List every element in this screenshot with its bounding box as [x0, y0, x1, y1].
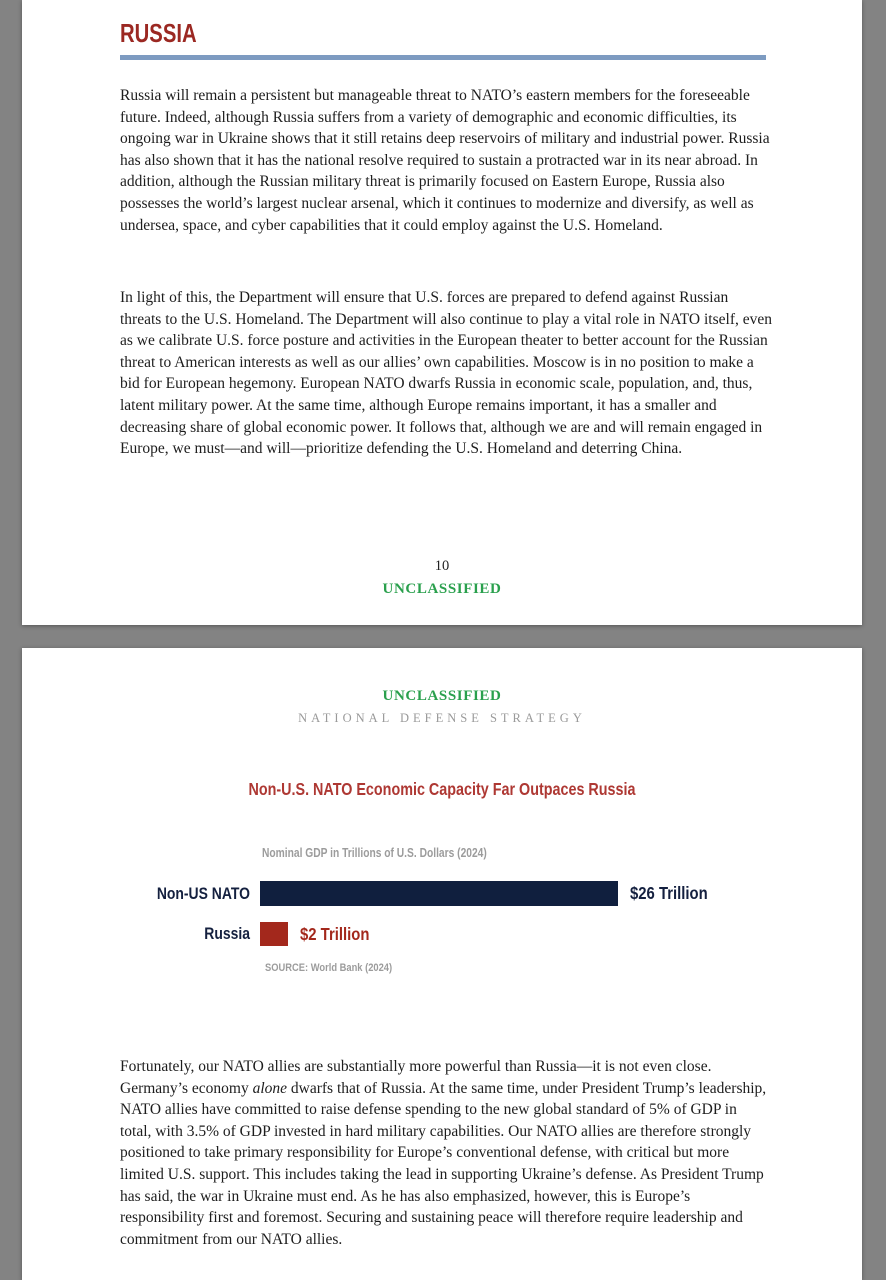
heading-rule: [120, 55, 766, 60]
paragraph: Russia will remain a persistent but manageable threat to NATO’s eastern members for the foreseeable future. Indeed, although Russia suffers from a variety of demographic and economic difficulties, its ongoing war in Ukraine shows that it still retains deep reservoirs of military and industrial power. Russia has also shown that it has the national resolve required to sustain a protracted war in its near abroad. In addition, although the Russian military threat is primarily focused on Eastern Europe, Russia also possesses the world’s largest nuclear arsenal, which it continues to modernize and diversify, as well as undersea, space, and cyber capabilities that it could employ against the U.S. Homeland.: [120, 87, 770, 234]
chart-title: Non-U.S. NATO Economic Capacity Far Outpaces Russia: [248, 779, 636, 799]
chart-row-russia: [120, 922, 820, 946]
value-label: $26 Trillion: [630, 883, 708, 903]
paragraph: In light of this, the Department will ensure that U.S. forces are prepared to defend against Russian threats to the U.S. Homeland. The Department will also continue to play a vital role in NATO itself, even as we calibrate U.S. force posture and activities in the European theater to better account for the Russian threat to American interests as well as our allies’ own capabilities. Moscow is in no position to make a bid for European hegemony. European NATO dwarfs Russia in economic scale, population, and, thus, latent military power. At the same time, although Europe remains important, it has a smaller and decreasing share of global economic power. It follows that, although we are and will remain engaged in Europe, we must—and will—prioritize defending the U.S. Homeland and deterring China.: [120, 289, 772, 458]
chart-subtitle: Nominal GDP in Trillions of U.S. Dollars (2024): [262, 846, 487, 860]
paragraph: [120, 1056, 772, 1250]
classification-marking-header: UNCLASSIFIED: [382, 688, 502, 704]
category-label: Non-US NATO: [156, 883, 250, 903]
paragraph-italic-word: alone: [252, 1079, 288, 1097]
chart-row-non-us-nato: [120, 881, 820, 906]
category-label: Russia: [204, 924, 250, 943]
bar-track: [260, 922, 381, 946]
document-title: NATIONAL DEFENSE STRATEGY: [298, 711, 586, 725]
chart-source: SOURCE: World Bank (2024): [265, 962, 393, 974]
page-number: 10: [434, 558, 450, 574]
bar-russia: [260, 922, 288, 946]
value-label: $2 Trillion: [299, 923, 369, 944]
section-heading: RUSSIA: [120, 18, 197, 48]
classification-marking-footer: UNCLASSIFIED: [382, 581, 502, 597]
bar-track: [260, 881, 721, 906]
bar-non-us-nato: [260, 881, 618, 906]
document-page-10: [22, 0, 862, 625]
paragraph-text: dwarfs that of Russia. At the same time, under President Trump’s leadership, NATO allies have committed to raise defense spending to the new global standard of 5% of GDP in total, with 3.5% of GDP invested in hard military capabilities. Our NATO allies are therefore strongly positioned to take primary responsibility for Europe’s conventional defense, with critical but more limited U.S. support. This includes taking the lead in supporting Ukraine’s defense. As President Trump has said, the war in Ukraine must end. As he has also emphasized, however, this is Europe’s responsibility first and foremost. Securing and sustaining peace will therefore require leadership and commitment from our NATO allies.: [120, 1079, 767, 1248]
document-page-11: [22, 648, 862, 1280]
gdp-bar-chart: [120, 846, 820, 974]
chart-rows: [120, 881, 820, 946]
paragraph-text: Fortunately, our NATO allies are substantially more powerful than Russia—it is not even close. Germany’s economy: [120, 1058, 712, 1097]
